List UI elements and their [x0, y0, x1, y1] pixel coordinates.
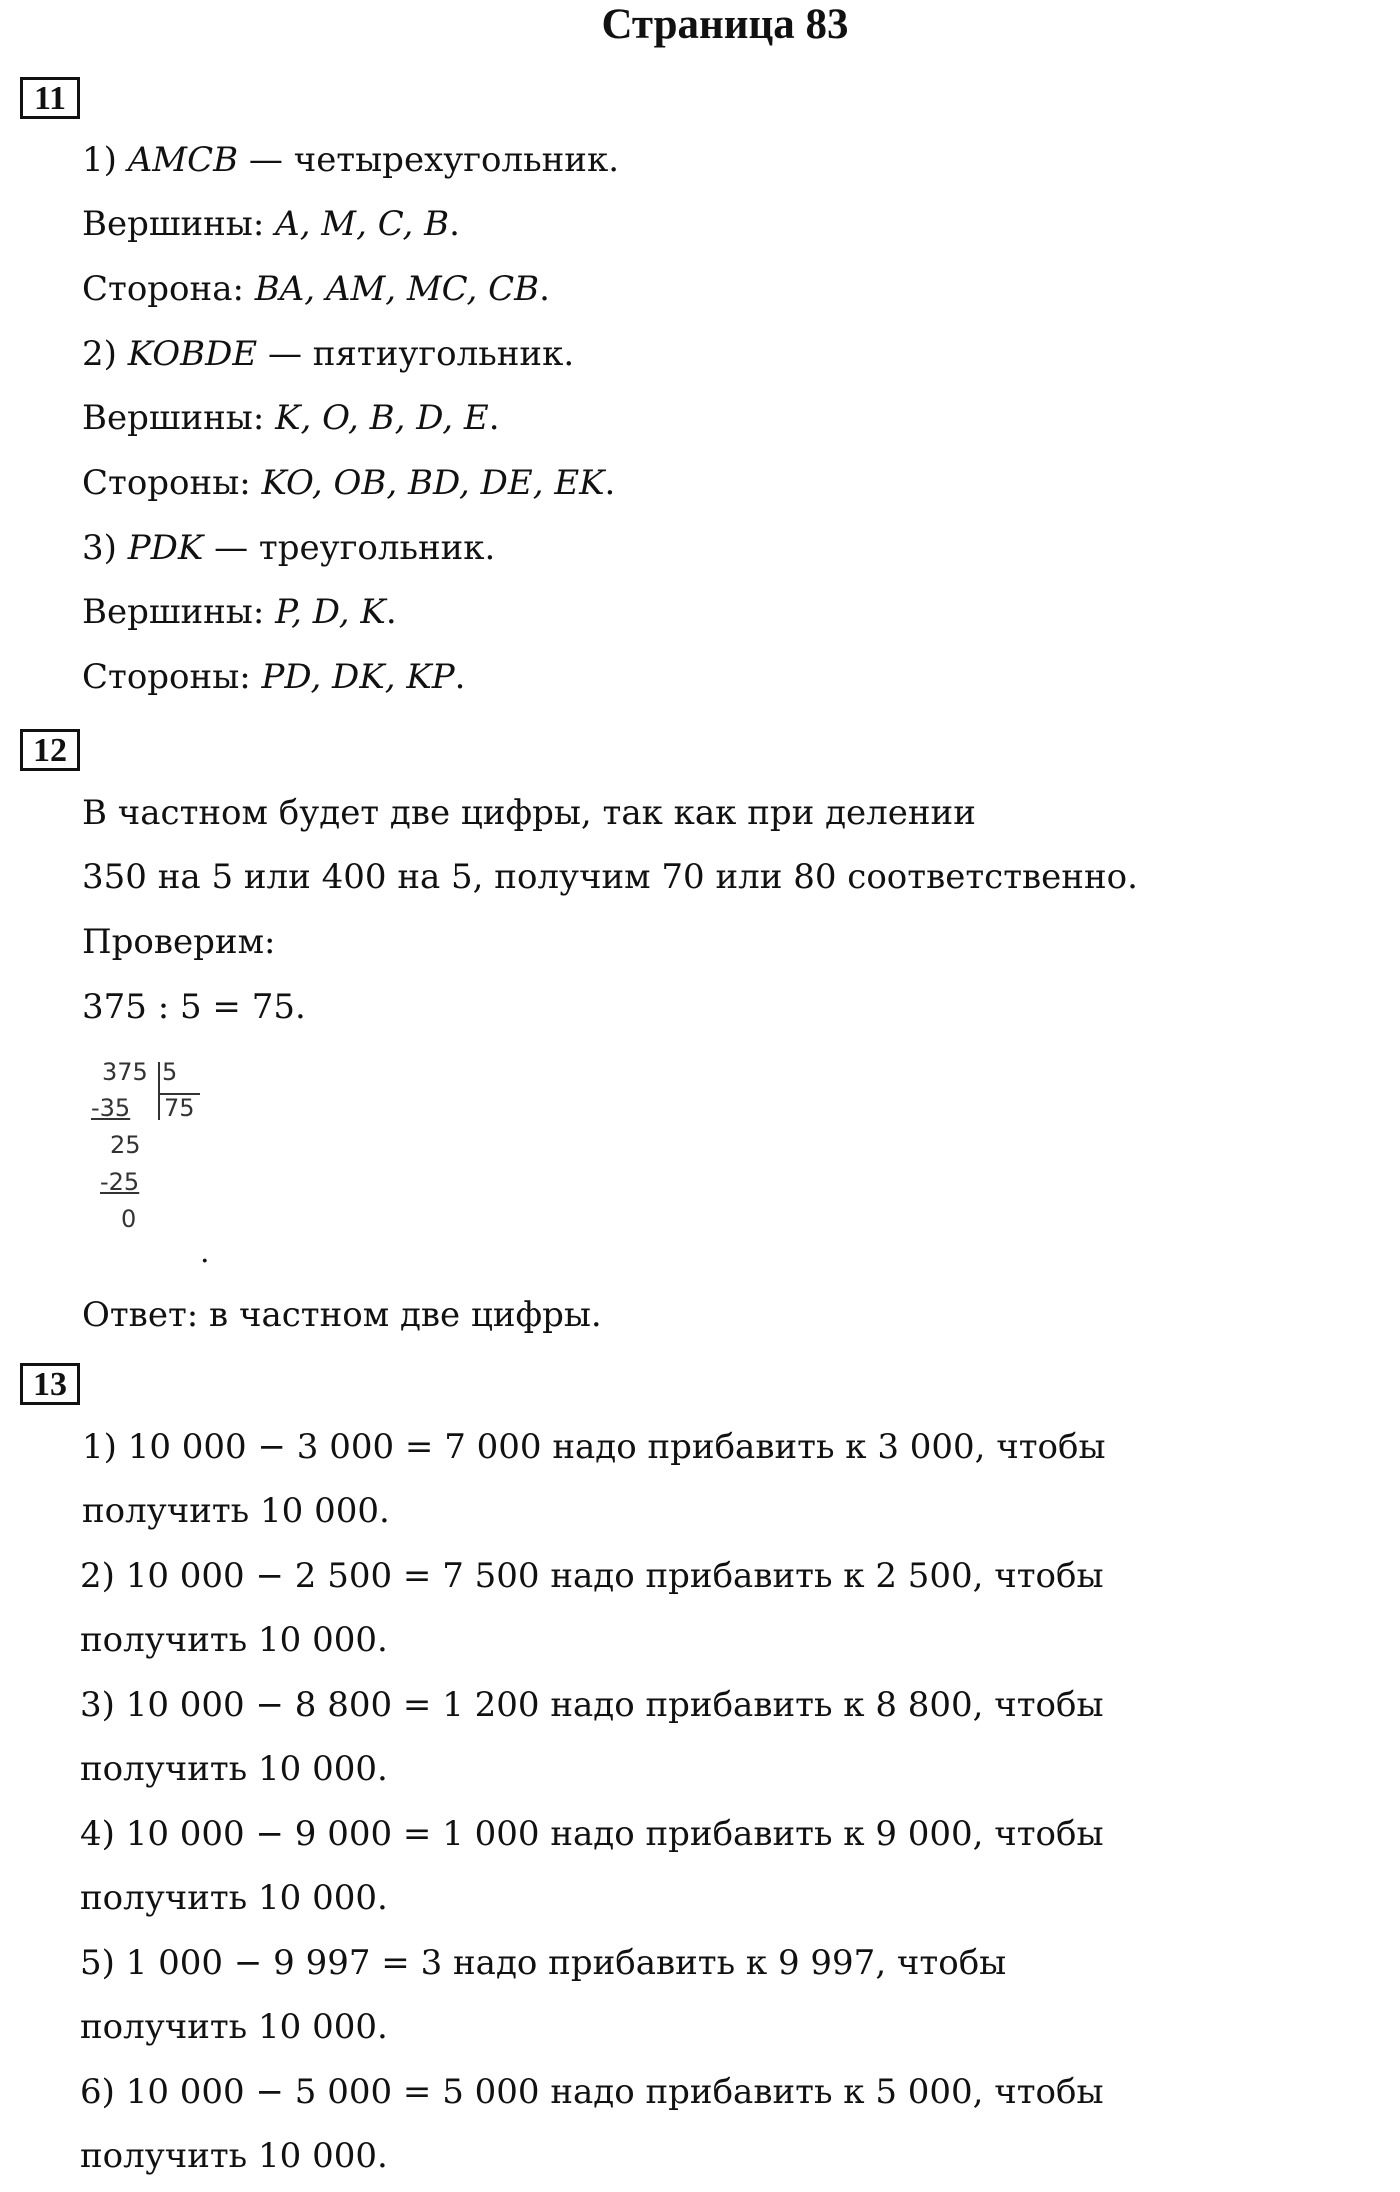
- task-13-line: получить 10 000.: [80, 1878, 388, 1918]
- task-12-line: Проверим:: [82, 922, 276, 962]
- task-11-line: Сторона: BA, AM, MC, CB.: [82, 269, 550, 309]
- task-13-line: 2) 10 000 − 2 500 = 7 500 надо прибавить к 2 500, чтобы: [80, 1556, 1104, 1596]
- task-13-line: получить 10 000.: [82, 1491, 390, 1531]
- task-13-line: 6) 10 000 − 5 000 = 5 000 надо прибавить к 5 000, чтобы: [80, 2072, 1104, 2112]
- task-13-line: 1) 10 000 − 3 000 = 7 000 надо прибавить к 3 000, чтобы: [82, 1427, 1106, 1467]
- division-remainder-2: 0: [121, 1205, 137, 1233]
- task-11-line: Вершины: K, O, B, D, E.: [82, 398, 500, 438]
- task-12-line: 375 : 5 = 75.: [82, 987, 306, 1027]
- division-step-1: -35: [91, 1094, 131, 1122]
- task-11-line: Стороны: PD, DK, KP.: [82, 657, 466, 697]
- task-13-line: получить 10 000.: [80, 1749, 388, 1789]
- task-12-answer: Ответ: в частном две цифры.: [82, 1295, 602, 1335]
- task-13-line: 4) 10 000 − 9 000 = 1 000 надо прибавить к 9 000, чтобы: [80, 1814, 1104, 1854]
- task-11-line: Вершины: A, M, C, B.: [82, 204, 460, 244]
- task-number-13: 13: [20, 1363, 80, 1405]
- task-13-line: получить 10 000.: [80, 1620, 388, 1660]
- task-11-line: 3) PDK — треугольник.: [82, 528, 496, 568]
- page-title: Страница 83: [601, 1, 849, 48]
- quotient: 75: [164, 1094, 195, 1122]
- task-11-line: Вершины: P, D, K.: [82, 592, 397, 632]
- task-12-line: 350 на 5 или 400 на 5, получим 70 или 80 соответственно.: [82, 857, 1138, 897]
- division-remainder-1: 25: [110, 1131, 141, 1159]
- long-division: [88, 1058, 228, 1238]
- task-13-line: 3) 10 000 − 8 800 = 1 200 надо прибавить к 8 800, чтобы: [80, 1685, 1104, 1725]
- task-12-line: В частном будет две цифры, так как при делении: [82, 793, 976, 833]
- division-end-dot: .: [200, 1235, 210, 1270]
- division-vertical-line: [158, 1062, 160, 1120]
- dividend: 375: [102, 1058, 148, 1086]
- task-number-11: 11: [20, 77, 80, 119]
- divisor: 5: [162, 1058, 178, 1086]
- task-11-line: 2) KOBDE — пятиугольник.: [82, 334, 575, 374]
- task-13-line: 5) 1 000 − 9 997 = 3 надо прибавить к 9 997, чтобы: [80, 1943, 1007, 1983]
- division-step-2: -25: [100, 1168, 140, 1196]
- task-11-line: 1) AMCB — четырехугольник.: [82, 140, 620, 180]
- task-13-line: получить 10 000.: [80, 2007, 388, 2047]
- task-11-line: Стороны: KO, OB, BD, DE, EK.: [82, 463, 616, 503]
- task-13-line: получить 10 000.: [80, 2136, 388, 2176]
- task-number-12: 12: [20, 729, 80, 771]
